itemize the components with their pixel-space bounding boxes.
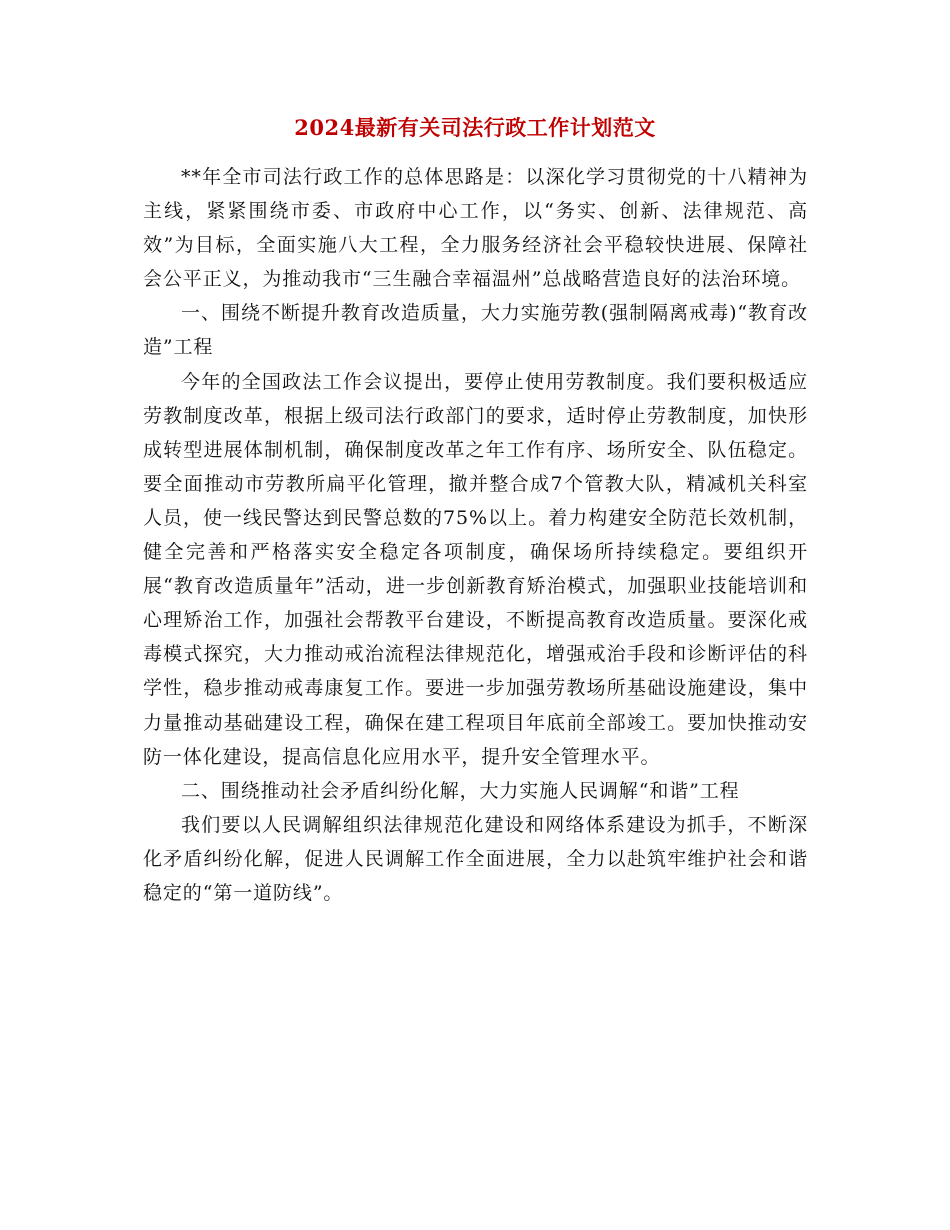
paragraph-intro: **年全市司法行政工作的总体思路是：以深化学习贯彻党的十八精神为主线，紧紧围绕市委、市政府中心工作，以“务实、创新、法律规范、高效”为目标，全面实施八大工程，全力服务经济社会平稳较快进展、保障社会公平正义，为推动我市“三生融合幸福温州”总战略营造良好的法治环境。 [143,166,808,291]
paragraph-section-2: 我们要以人民调解组织法律规范化建设和网络体系建设为抓手，不断深化矛盾纠纷化解，促进人民调解工作全面进展，全力以赴筑牢维护社会和谐稳定的“第一道防线”。 [143,813,808,904]
document-title: 2024最新有关司法行政工作计划范文 [294,115,656,140]
section-heading-2: 二、围绕推动社会矛盾纠纷化解，大力实施人民调解“和谐”工程 [181,779,740,802]
section-heading-1: 一、围绕不断提升教育改造质量，大力实施劳教(强制隔离戒毒)“教育改造”工程 [143,302,808,359]
document-body [143,160,808,910]
paragraph-section-1: 今年的全国政法工作会议提出，要停止使用劳教制度。我们要积极适应劳教制度改革，根据上级司法行政部门的要求，适时停止劳教制度，加快形成转型进展体制机制，确保制度改革之年工作有序、场所安全、队伍稳定。要全面推动市劳教所扁平化管理，撤并整合成7个管教大队，精减机关科室人员，使一线民警达到民警总数的75%以上。着力构建安全防范长效机制，健全完善和严格落实安全稳定各项制度，确保场所持续稳定。要组织开展“教育改造质量年”活动，进一步创新教育矫治模式，加强职业技能培训和心理矫治工作，加强社会帮教平台建设，不断提高教育改造质量。要深化戒毒模式探究，大力推动戒治流程法律规范化，增强戒治手段和诊断评估的科学性，稳步推动戒毒康复工作。要进一步加强劳教场所基础设施建设，集中力量推动基础建设工程，确保在建工程项目年底前全部竣工。要加快推动安防一体化建设，提高信息化应用水平，提升安全管理水平。 [143,370,808,768]
